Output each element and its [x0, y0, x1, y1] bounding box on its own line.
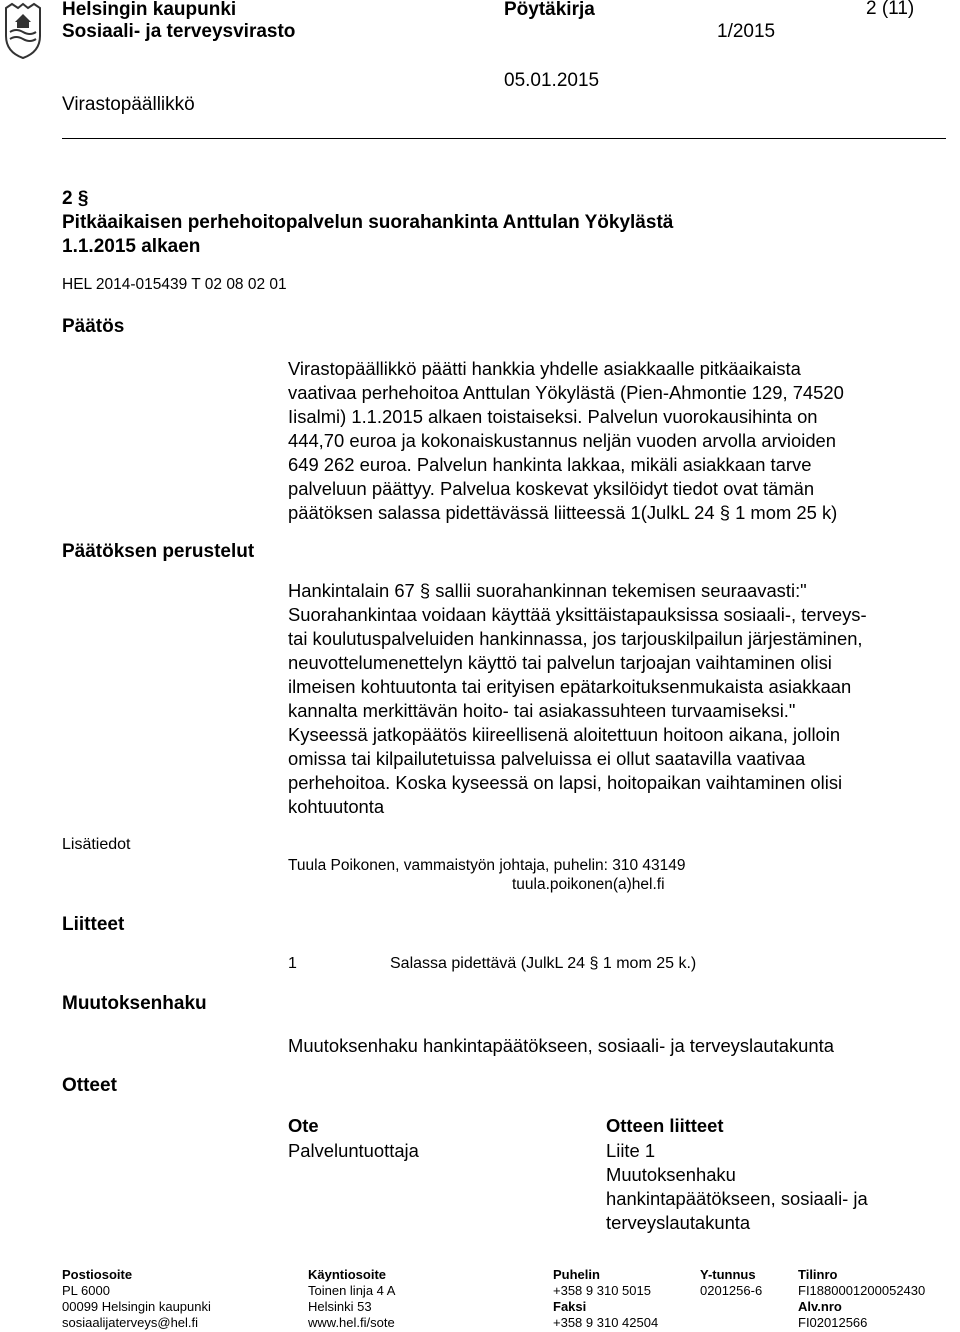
meeting-number: 1/2015 [717, 21, 776, 42]
label-decision: Päätös [62, 316, 125, 337]
decision-line: vaativaa perhehoitoa Anttulan Yökylästä (Pien-Ahmontie 129, 74520 [288, 382, 844, 403]
decision-line: 649 262 euroa. Palvelun hankinta lakkaa, mikäli asiakkaan tarve [288, 454, 812, 475]
label-info: Lisätiedot [62, 836, 131, 853]
label-extracts: Otteet [62, 1075, 117, 1096]
label-justification: Päätöksen perustelut [62, 541, 255, 562]
justification-line: neuvottelumenettelyn käyttö tai palvelun tarjoajan vaihtaminen olisi [288, 652, 832, 673]
footer-postal: Postiosoite PL 6000 00099 Helsingin kaupunki sosiaalijaterveys@hel.fi [62, 1267, 211, 1330]
extract-attachment-line: Liite 1 [606, 1140, 656, 1161]
decision-line: palveluun päättyy. Palvelua koskevat yksilöidyt tiedot ovat tämän [288, 478, 815, 499]
footer-account: Tilinro FI1880001200052430 Alv.nro FI02012566 [798, 1267, 926, 1330]
extract-header: Ote [288, 1115, 319, 1136]
justification-line: omissa tai kilpailutetuissa palveluissa ei ollut saatavilla vaativaa [288, 748, 806, 769]
attachment-link[interactable]: Salassa pidettävä (JulkL 24 § 1 mom 25 k.) [390, 955, 697, 972]
extract-attachment-line: terveyslautakunta [606, 1212, 751, 1233]
justification-line: tai koulutuspalveluiden hankinnassa, jos tarjouskilpailun järjestäminen, [288, 628, 863, 649]
contact-email[interactable]: tuula.poikonen(a)hel.fi [512, 876, 665, 893]
attachment-number: 1 [288, 955, 297, 972]
item-title-line-2: 1.1.2015 alkaen [62, 236, 201, 257]
page-number: 2 (11) [866, 0, 915, 19]
decision-line: 444,70 euroa ja kokonaiskustannus neljän vuoden arvolla arvioiden [288, 430, 837, 451]
meeting-date: 05.01.2015 [504, 70, 600, 91]
footer-visiting: Käyntiosoite Toinen linja 4 A Helsinki 53 www.hel.fi/sote [308, 1267, 396, 1330]
decision-line: päätöksen salassa pidettävässä liitteessä 1(JulkL 24 § 1 mom 25 k) [288, 502, 838, 523]
decision-line: Iisalmi) 1.1.2015 alkaen toistaiseksi. Palvelun vuorokausihinta on [288, 406, 818, 427]
item-title-line-1: Pitkäaikaisen perhehoitopalvelun suorahankinta Anttulan Yökylästä [62, 212, 674, 233]
justification-line: kannalta merkittävän hoito- tai asiakassuhteen turvaamiseksi." [288, 700, 796, 721]
extract-attachment-line: Muutoksenhaku [606, 1164, 736, 1185]
label-appeal: Muutoksenhaku [62, 993, 207, 1014]
justification-line: perhehoitoa. Koska kyseessä on lapsi, hoitopaikan vaihtaminen olisi [288, 772, 843, 793]
decision-body: Virastopäällikkö [62, 94, 195, 115]
decision-line: Virastopäällikkö päätti hankkia yhdelle asiakkaalle pitkäaikaista [288, 358, 801, 379]
org-name: Helsingin kaupunki [62, 0, 237, 20]
footer-business-id: Y-tunnus 0201256-6 [700, 1267, 763, 1298]
footer-phone: Puhelin +358 9 310 5015 Faksi +358 9 310 42504 [553, 1267, 659, 1330]
justification-line: Suorahankintaa voidaan käyttää yksittäistapauksissa sosiaali-, terveys- [288, 604, 867, 625]
header-divider [62, 138, 946, 139]
contact-person: Tuula Poikonen, vammaistyön johtaja, puhelin: 310 43149 [288, 857, 686, 874]
department-name: Sosiaali- ja terveysvirasto [62, 21, 296, 42]
item-number: 2 § [62, 188, 89, 209]
justification-line: ilmeisen kohtuutonta tai erityisen epätarkoituksenmukaista asiakkaan [288, 676, 852, 697]
extract-attachments-header: Otteen liitteet [606, 1115, 724, 1136]
extract-attachment-line: hankintapäätökseen, sosiaali- ja [606, 1188, 868, 1209]
extract-recipient: Palveluntuottaja [288, 1140, 419, 1161]
justification-line: Kyseessä jatkopäätös kiireellisenä aloitettuun hoitoon aikana, jolloin [288, 724, 841, 745]
justification-line: kohtuutonta [288, 796, 385, 817]
helsinki-crest-logo [2, 2, 44, 60]
appeal-text: Muutoksenhaku hankintapäätökseen, sosiaali- ja terveyslautakunta [288, 1035, 834, 1056]
justification-line: Hankintalain 67 § sallii suorahankinnan tekemisen seuraavasti:" [288, 580, 807, 601]
case-id: HEL 2014-015439 T 02 08 02 01 [62, 276, 287, 293]
label-attachments: Liitteet [62, 914, 125, 935]
document-type: Pöytäkirja [504, 0, 595, 20]
